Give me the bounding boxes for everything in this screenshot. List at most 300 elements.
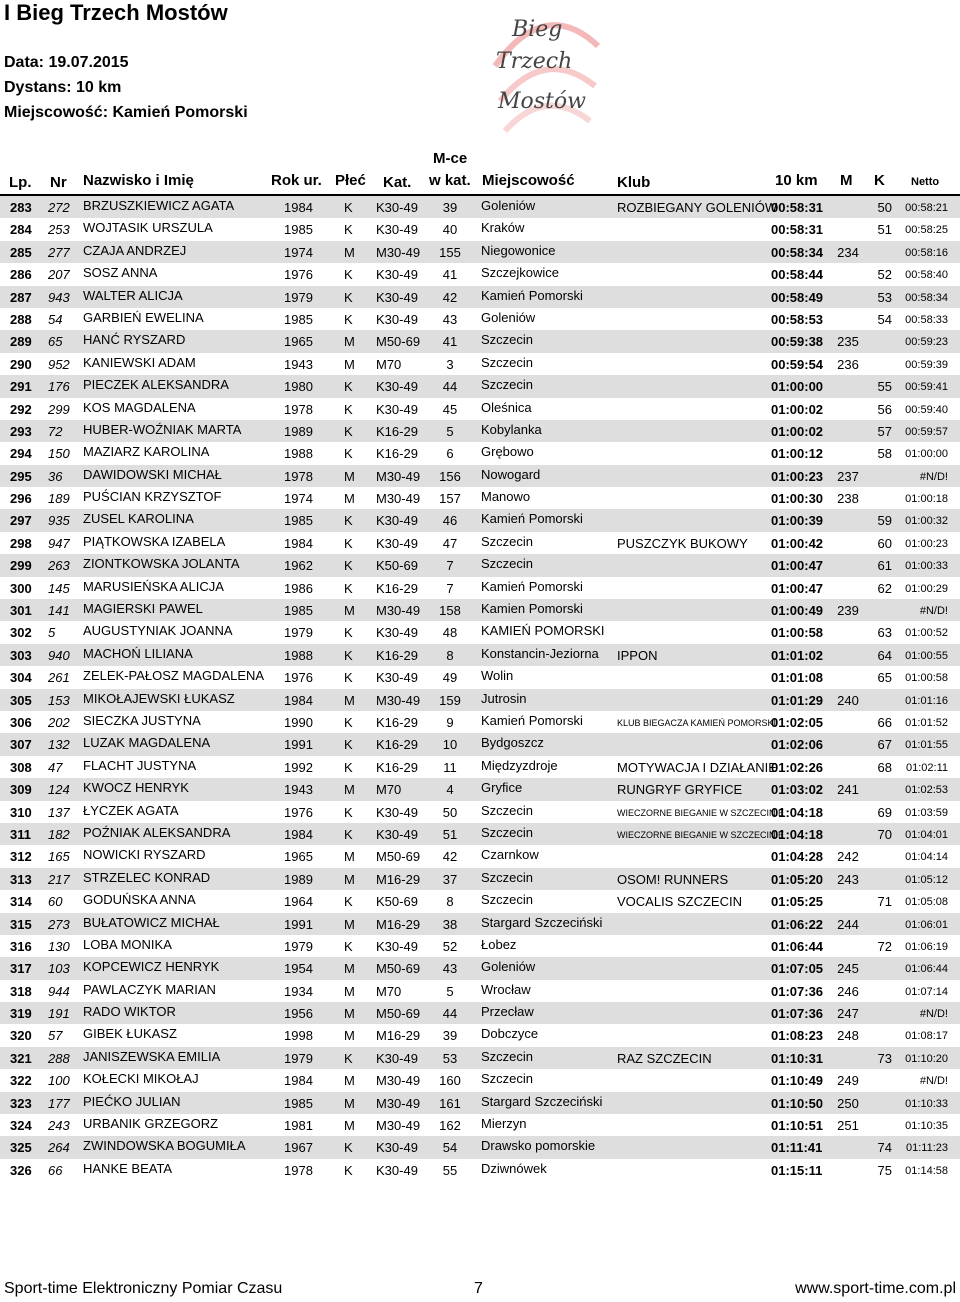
cell-place-women: 61 bbox=[877, 558, 892, 574]
cell-runner-name: CZAJA ANDRZEJ bbox=[83, 242, 187, 258]
cell-time-10km: 01:00:12 bbox=[771, 446, 824, 462]
cell-runner-name: SOSZ ANNA bbox=[83, 265, 158, 281]
footer-company: Sport-time Elektroniczny Pomiar Czasu bbox=[4, 1280, 283, 1297]
cell-category: K16-29 bbox=[376, 580, 418, 596]
cell-bib-number: 264 bbox=[48, 1140, 70, 1156]
cell-category-place: 40 bbox=[442, 222, 458, 238]
table-row bbox=[0, 666, 960, 688]
cell-net-time: 01:01:16 bbox=[905, 694, 948, 707]
cell-net-time: #N/D! bbox=[919, 1008, 948, 1021]
cell-runner-name: KWOCZ HENRYK bbox=[83, 780, 189, 796]
cell-time-10km: 01:00:42 bbox=[771, 535, 824, 551]
cell-net-time: 00:59:57 bbox=[905, 425, 948, 438]
cell-runner-name: GARBIEŃ EWELINA bbox=[83, 309, 204, 325]
cell-time-10km: 01:01:29 bbox=[771, 692, 824, 708]
cell-category-place: 50 bbox=[442, 804, 458, 820]
table-row bbox=[0, 1092, 960, 1114]
cell-city: Szczecin bbox=[481, 824, 534, 840]
cell-city: Szczecin bbox=[481, 377, 534, 393]
cell-place-women: 55 bbox=[877, 379, 892, 395]
cell-runner-name: NOWICKI RYSZARD bbox=[83, 847, 206, 863]
cell-time-10km: 00:58:34 bbox=[771, 244, 824, 260]
table-row bbox=[0, 1047, 960, 1069]
cell-time-10km: 01:00:47 bbox=[771, 580, 824, 596]
cell-city: Oleśnica bbox=[481, 399, 532, 415]
cell-birth-year: 1984 bbox=[284, 826, 313, 842]
cell-category: M30-49 bbox=[376, 468, 421, 484]
cell-gender: M bbox=[344, 603, 355, 619]
cell-birth-year: 1979 bbox=[284, 289, 313, 305]
cell-category: M30-49 bbox=[376, 1073, 421, 1089]
cell-net-time: 01:11:23 bbox=[905, 1142, 948, 1155]
cell-category-place: 3 bbox=[446, 356, 454, 372]
footer-page-number: 7 bbox=[474, 1280, 483, 1297]
cell-gender: K bbox=[344, 938, 353, 954]
cell-city: Goleniów bbox=[481, 959, 536, 975]
cell-time-10km: 01:04:18 bbox=[771, 804, 824, 820]
cell-place: 323 bbox=[10, 1095, 32, 1111]
cell-place-men: 243 bbox=[837, 871, 859, 887]
cell-runner-name: KOPCEWICZ HENRYK bbox=[83, 959, 220, 975]
cell-time-10km: 01:06:44 bbox=[771, 938, 824, 954]
cell-birth-year: 1985 bbox=[284, 603, 313, 619]
cell-time-10km: 00:58:31 bbox=[771, 222, 824, 238]
cell-bib-number: 176 bbox=[48, 379, 70, 395]
cell-category-place: 55 bbox=[442, 1162, 458, 1178]
cell-net-time: 01:00:00 bbox=[905, 448, 948, 461]
cell-place-women: 70 bbox=[877, 826, 892, 842]
cell-runner-name: GIBEK ŁUKASZ bbox=[83, 1026, 177, 1042]
cell-birth-year: 1985 bbox=[284, 222, 313, 238]
table-row bbox=[0, 913, 960, 935]
cell-time-10km: 01:00:30 bbox=[771, 491, 824, 507]
cell-birth-year: 1985 bbox=[284, 311, 313, 327]
cell-bib-number: 5 bbox=[48, 625, 56, 641]
cell-birth-year: 1984 bbox=[284, 692, 313, 708]
cell-gender: M bbox=[344, 1006, 355, 1022]
cell-place-women: 66 bbox=[877, 714, 892, 730]
cell-gender: K bbox=[344, 670, 353, 686]
cell-time-10km: 01:08:23 bbox=[771, 1028, 824, 1044]
cell-runner-name: URBANIK GRZEGORZ bbox=[83, 1116, 219, 1132]
cell-city: Szczecin bbox=[481, 533, 534, 549]
cell-city: KAMIEŃ POMORSKI bbox=[481, 623, 605, 639]
cell-club: KLUB BIEGACZA KAMIEŃ POMORSKI bbox=[617, 717, 777, 728]
cell-place: 319 bbox=[10, 1006, 32, 1022]
cell-bib-number: 182 bbox=[48, 826, 70, 842]
cell-bib-number: 253 bbox=[48, 222, 70, 238]
cell-gender: K bbox=[344, 513, 353, 529]
cell-birth-year: 1978 bbox=[284, 468, 313, 484]
cell-club: ROZBIEGANY GOLENIÓW bbox=[617, 200, 778, 215]
cell-net-time: 00:59:39 bbox=[905, 358, 948, 371]
cell-place-women: 63 bbox=[877, 625, 892, 641]
cell-category: M50-69 bbox=[376, 1006, 421, 1022]
cell-city: Manowo bbox=[481, 489, 531, 505]
cell-category-place: 162 bbox=[439, 1118, 461, 1134]
cell-city: Kamien Pomorski bbox=[481, 601, 583, 617]
cell-time-10km: 01:00:49 bbox=[771, 603, 824, 619]
cell-time-10km: 01:03:02 bbox=[771, 782, 824, 798]
cell-net-time: 00:59:40 bbox=[905, 403, 948, 416]
table-row bbox=[0, 375, 960, 397]
cell-category: K30-49 bbox=[376, 513, 418, 529]
cell-place: 306 bbox=[10, 714, 32, 730]
cell-bib-number: 952 bbox=[48, 356, 70, 372]
cell-city: Szczecin bbox=[481, 1071, 534, 1087]
cell-birth-year: 1962 bbox=[284, 558, 313, 574]
cell-runner-name: MIKOŁAJEWSKI ŁUKASZ bbox=[83, 690, 235, 706]
table-row bbox=[0, 845, 960, 867]
table-row bbox=[0, 532, 960, 554]
cell-net-time: 01:00:52 bbox=[905, 627, 948, 640]
cell-birth-year: 1976 bbox=[284, 670, 313, 686]
cell-time-10km: 01:10:51 bbox=[771, 1118, 824, 1134]
cell-city: Stargard Szczeciński bbox=[481, 1093, 603, 1109]
cell-place-women: 74 bbox=[877, 1140, 892, 1156]
cell-city: Szczecin bbox=[481, 1048, 534, 1064]
cell-time-10km: 01:05:20 bbox=[771, 871, 824, 887]
cell-place: 315 bbox=[10, 916, 32, 932]
cell-time-10km: 01:00:58 bbox=[771, 625, 824, 641]
cell-category: M30-49 bbox=[376, 603, 421, 619]
cell-gender: K bbox=[344, 647, 353, 663]
cell-city: Szczecin bbox=[481, 869, 534, 885]
cell-place: 287 bbox=[10, 289, 32, 305]
cell-bib-number: 299 bbox=[48, 401, 70, 417]
cell-city: Kraków bbox=[481, 220, 525, 236]
cell-city: Mierzyn bbox=[481, 1116, 527, 1132]
cell-category: K30-49 bbox=[376, 401, 418, 417]
cell-gender: K bbox=[344, 222, 353, 238]
cell-category-place: 54 bbox=[442, 1140, 458, 1156]
cell-category-place: 9 bbox=[446, 714, 454, 730]
cell-category: K30-49 bbox=[376, 670, 418, 686]
cell-category: M30-49 bbox=[376, 1118, 421, 1134]
cell-club: WIECZORNE BIEGANIE W SZCZECINIE bbox=[617, 807, 785, 818]
cell-place-men: 234 bbox=[837, 244, 859, 260]
cell-category-place: 5 bbox=[446, 983, 454, 999]
cell-bib-number: 272 bbox=[48, 200, 70, 215]
table-row bbox=[0, 935, 960, 957]
table-row bbox=[0, 554, 960, 576]
table-row bbox=[0, 420, 960, 442]
cell-city: Szczecin bbox=[481, 802, 534, 818]
cell-gender: K bbox=[344, 737, 353, 753]
cell-category-place: 47 bbox=[442, 535, 458, 551]
cell-club: MOTYWACJA I DZIAŁANIE bbox=[617, 759, 777, 775]
cell-place-women: 69 bbox=[877, 804, 892, 820]
cell-gender: K bbox=[344, 558, 353, 574]
cell-category-place: 42 bbox=[442, 849, 458, 865]
cell-place: 284 bbox=[10, 222, 32, 238]
cell-category-place: 156 bbox=[439, 468, 461, 484]
col-mce-top: M-ce bbox=[433, 150, 468, 167]
cell-bib-number: 191 bbox=[48, 1006, 70, 1022]
cell-place-men: 235 bbox=[837, 334, 859, 350]
cell-bib-number: 288 bbox=[48, 1050, 70, 1066]
cell-bib-number: 100 bbox=[48, 1073, 70, 1089]
cell-birth-year: 1979 bbox=[284, 625, 313, 641]
cell-net-time: 00:58:21 bbox=[905, 202, 948, 214]
cell-time-10km: 01:15:11 bbox=[771, 1162, 823, 1178]
cell-city: Szczecin bbox=[481, 892, 534, 908]
cell-runner-name: JANISZEWSKA EMILIA bbox=[83, 1048, 221, 1064]
cell-runner-name: ZUSEL KAROLINA bbox=[83, 511, 194, 527]
cell-time-10km: 00:58:53 bbox=[771, 311, 824, 327]
cell-bib-number: 130 bbox=[48, 938, 70, 954]
cell-place: 296 bbox=[10, 491, 32, 507]
cell-club: PUSZCZYK BUKOWY bbox=[617, 535, 748, 551]
cell-club: OSOM! RUNNERS bbox=[617, 871, 729, 887]
cell-category-place: 4 bbox=[446, 782, 454, 798]
cell-category-place: 44 bbox=[442, 1006, 458, 1022]
cell-bib-number: 207 bbox=[48, 267, 70, 283]
cell-time-10km: 01:10:31 bbox=[771, 1050, 824, 1066]
cell-place: 317 bbox=[10, 961, 32, 977]
cell-place-women: 72 bbox=[877, 938, 892, 954]
cell-city: Wrocław bbox=[481, 981, 531, 997]
cell-bib-number: 217 bbox=[48, 871, 70, 887]
cell-category-place: 42 bbox=[442, 289, 458, 305]
cell-city: Niegowonice bbox=[481, 242, 556, 258]
table-row bbox=[0, 487, 960, 509]
cell-bib-number: 103 bbox=[48, 961, 70, 977]
cell-category: M50-69 bbox=[376, 961, 421, 977]
cell-birth-year: 1979 bbox=[284, 1050, 313, 1066]
cell-place: 325 bbox=[10, 1140, 32, 1156]
cell-birth-year: 1967 bbox=[284, 1140, 313, 1156]
cell-bib-number: 57 bbox=[48, 1028, 63, 1044]
cell-place: 320 bbox=[10, 1028, 32, 1044]
cell-place: 293 bbox=[10, 423, 32, 439]
cell-category-place: 44 bbox=[442, 379, 458, 395]
cell-runner-name: KOŁECKI MIKOŁAJ bbox=[83, 1071, 199, 1087]
cell-place-women: 51 bbox=[877, 222, 892, 238]
cell-place-women: 56 bbox=[877, 401, 892, 417]
cell-runner-name: PIEĆKO JULIAN bbox=[83, 1093, 181, 1109]
col-lp: Lp. bbox=[9, 174, 32, 191]
cell-category: M30-49 bbox=[376, 692, 421, 708]
cell-gender: K bbox=[344, 379, 353, 395]
cell-category-place: 7 bbox=[446, 580, 454, 596]
cell-bib-number: 36 bbox=[48, 468, 63, 484]
cell-bib-number: 165 bbox=[48, 849, 70, 865]
cell-runner-name: AUGUSTYNIAK JOANNA bbox=[83, 623, 233, 639]
cell-gender: K bbox=[344, 311, 353, 327]
table-row bbox=[0, 330, 960, 352]
cell-runner-name: WALTER ALICJA bbox=[83, 287, 183, 303]
cell-category-place: 10 bbox=[442, 737, 458, 753]
cell-net-time: 01:00:33 bbox=[905, 560, 948, 573]
cell-place: 312 bbox=[10, 849, 32, 865]
col-rok: Rok ur. bbox=[271, 172, 322, 189]
cell-gender: K bbox=[344, 267, 353, 283]
race-distance: Dystans: 10 km bbox=[4, 79, 122, 96]
cell-net-time: 01:10:20 bbox=[905, 1052, 948, 1065]
cell-category-place: 52 bbox=[442, 938, 458, 954]
cell-place-men: 236 bbox=[837, 356, 859, 372]
cell-place-women: 65 bbox=[877, 670, 892, 686]
cell-category: K16-29 bbox=[376, 714, 418, 730]
cell-time-10km: 01:10:49 bbox=[771, 1073, 824, 1089]
cell-time-10km: 01:01:02 bbox=[771, 647, 824, 663]
col-mce-bottom: w kat. bbox=[429, 172, 471, 189]
cell-time-10km: 01:10:50 bbox=[771, 1095, 824, 1111]
col-kat: Kat. bbox=[383, 174, 412, 191]
cell-gender: K bbox=[344, 1162, 353, 1178]
cell-time-10km: 01:00:00 bbox=[771, 379, 824, 395]
cell-net-time: 00:58:33 bbox=[905, 313, 948, 326]
cell-category-place: 157 bbox=[439, 491, 461, 507]
cell-gender: K bbox=[344, 1050, 353, 1066]
results-table-body bbox=[0, 196, 960, 1181]
cell-time-10km: 01:05:25 bbox=[771, 894, 824, 910]
cell-net-time: 01:00:58 bbox=[905, 672, 948, 685]
cell-birth-year: 1964 bbox=[284, 894, 313, 910]
cell-gender: K bbox=[344, 401, 353, 417]
cell-birth-year: 1988 bbox=[284, 647, 313, 663]
cell-gender: M bbox=[344, 244, 355, 260]
cell-category-place: 43 bbox=[442, 961, 458, 977]
cell-net-time: 01:05:08 bbox=[905, 896, 948, 909]
cell-birth-year: 1990 bbox=[284, 714, 313, 730]
cell-city: Dziwnówek bbox=[481, 1160, 547, 1176]
table-row bbox=[0, 621, 960, 643]
race-logo bbox=[490, 6, 600, 136]
cell-gender: M bbox=[344, 916, 355, 932]
cell-bib-number: 277 bbox=[48, 244, 70, 260]
cell-place: 283 bbox=[10, 200, 32, 215]
cell-bib-number: 132 bbox=[48, 737, 70, 753]
table-row bbox=[0, 241, 960, 263]
cell-bib-number: 141 bbox=[48, 603, 70, 619]
cell-category-place: 8 bbox=[446, 894, 454, 910]
cell-category-place: 6 bbox=[446, 446, 454, 462]
cell-bib-number: 153 bbox=[48, 692, 70, 708]
cell-place-men: 246 bbox=[837, 983, 859, 999]
cell-birth-year: 1986 bbox=[284, 580, 313, 596]
cell-place: 303 bbox=[10, 647, 32, 663]
page-title: I Bieg Trzech Mostów bbox=[4, 0, 228, 25]
cell-place: 309 bbox=[10, 782, 32, 798]
cell-city: Dobczyce bbox=[481, 1026, 539, 1042]
cell-city: Kamień Pomorski bbox=[481, 287, 583, 303]
cell-net-time: 00:58:34 bbox=[905, 291, 948, 304]
cell-time-10km: 01:02:05 bbox=[771, 714, 824, 730]
cell-club: VOCALIS SZCZECIN bbox=[617, 894, 742, 910]
cell-net-time: 01:02:53 bbox=[905, 784, 948, 797]
cell-place-men: 244 bbox=[837, 916, 859, 932]
cell-place: 311 bbox=[10, 826, 31, 842]
cell-category: K16-29 bbox=[376, 446, 418, 462]
table-row bbox=[0, 733, 960, 755]
cell-birth-year: 1954 bbox=[284, 961, 313, 977]
cell-birth-year: 1985 bbox=[284, 1095, 313, 1111]
cell-net-time: #N/D! bbox=[919, 470, 948, 483]
cell-category: M16-29 bbox=[376, 1028, 421, 1044]
cell-club: IPPON bbox=[617, 647, 658, 663]
table-row bbox=[0, 286, 960, 308]
cell-category: K30-49 bbox=[376, 1162, 418, 1178]
table-row bbox=[0, 1136, 960, 1158]
cell-place: 288 bbox=[10, 311, 32, 327]
cell-category-place: 161 bbox=[439, 1095, 461, 1111]
cell-birth-year: 1989 bbox=[284, 871, 313, 887]
cell-city: Jutrosin bbox=[481, 690, 527, 706]
svg-text:Bieg: Bieg bbox=[512, 17, 563, 42]
table-row bbox=[0, 196, 960, 218]
cell-gender: K bbox=[344, 714, 353, 730]
cell-city: Łobez bbox=[481, 936, 517, 952]
table-row bbox=[0, 711, 960, 733]
cell-birth-year: 1943 bbox=[284, 782, 313, 798]
cell-category-place: 46 bbox=[442, 513, 458, 529]
cell-runner-name: KOS MAGDALENA bbox=[83, 399, 196, 415]
cell-bib-number: 261 bbox=[48, 670, 70, 686]
cell-city: Szczecin bbox=[481, 556, 534, 572]
cell-category: K30-49 bbox=[376, 289, 418, 305]
cell-bib-number: 145 bbox=[48, 580, 70, 596]
table-row bbox=[0, 1002, 960, 1024]
cell-net-time: 01:00:18 bbox=[905, 493, 948, 506]
cell-bib-number: 273 bbox=[48, 916, 70, 932]
cell-time-10km: 01:00:23 bbox=[771, 468, 824, 484]
cell-net-time: 01:06:19 bbox=[905, 940, 948, 953]
cell-category-place: 53 bbox=[442, 1050, 458, 1066]
cell-birth-year: 1984 bbox=[284, 535, 313, 551]
cell-runner-name: BRZUSZKIEWICZ AGATA bbox=[83, 198, 235, 213]
cell-place: 291 bbox=[10, 379, 32, 395]
cell-runner-name: MAZIARZ KAROLINA bbox=[83, 444, 210, 460]
cell-bib-number: 65 bbox=[48, 334, 63, 350]
cell-place: 302 bbox=[10, 625, 32, 641]
cell-gender: M bbox=[344, 782, 355, 798]
cell-time-10km: 01:07:36 bbox=[771, 983, 824, 999]
cell-category-place: 158 bbox=[439, 603, 461, 619]
cell-net-time: #N/D! bbox=[919, 1075, 948, 1088]
table-row bbox=[0, 218, 960, 240]
cell-birth-year: 1976 bbox=[284, 804, 313, 820]
cell-gender: M bbox=[344, 334, 355, 350]
cell-bib-number: 263 bbox=[48, 558, 70, 574]
cell-category: K50-69 bbox=[376, 558, 418, 574]
cell-category: M50-69 bbox=[376, 849, 421, 865]
cell-place-women: 73 bbox=[877, 1050, 892, 1066]
cell-place-women: 60 bbox=[877, 535, 892, 551]
table-row bbox=[0, 778, 960, 800]
cell-city: Wolin bbox=[481, 668, 514, 684]
table-row bbox=[0, 756, 960, 778]
cell-category: K30-49 bbox=[376, 267, 418, 283]
cell-category: K16-29 bbox=[376, 737, 418, 753]
cell-city: Nowogard bbox=[481, 466, 541, 482]
cell-city: Kamień Pomorski bbox=[481, 511, 583, 527]
cell-place-women: 64 bbox=[877, 647, 892, 663]
cell-time-10km: 01:04:18 bbox=[771, 826, 824, 842]
col-plec: Płeć bbox=[335, 172, 366, 189]
cell-time-10km: 01:07:36 bbox=[771, 1006, 824, 1022]
cell-birth-year: 1974 bbox=[284, 244, 313, 260]
cell-place-men: 240 bbox=[837, 692, 859, 708]
cell-net-time: 00:59:23 bbox=[905, 336, 948, 349]
table-row bbox=[0, 890, 960, 912]
cell-place-men: 241 bbox=[837, 782, 859, 798]
cell-time-10km: 01:02:06 bbox=[771, 737, 824, 753]
cell-runner-name: ŁYCZEK AGATA bbox=[83, 802, 179, 818]
cell-city: Goleniów bbox=[481, 198, 536, 213]
cell-place-women: 52 bbox=[877, 267, 892, 283]
